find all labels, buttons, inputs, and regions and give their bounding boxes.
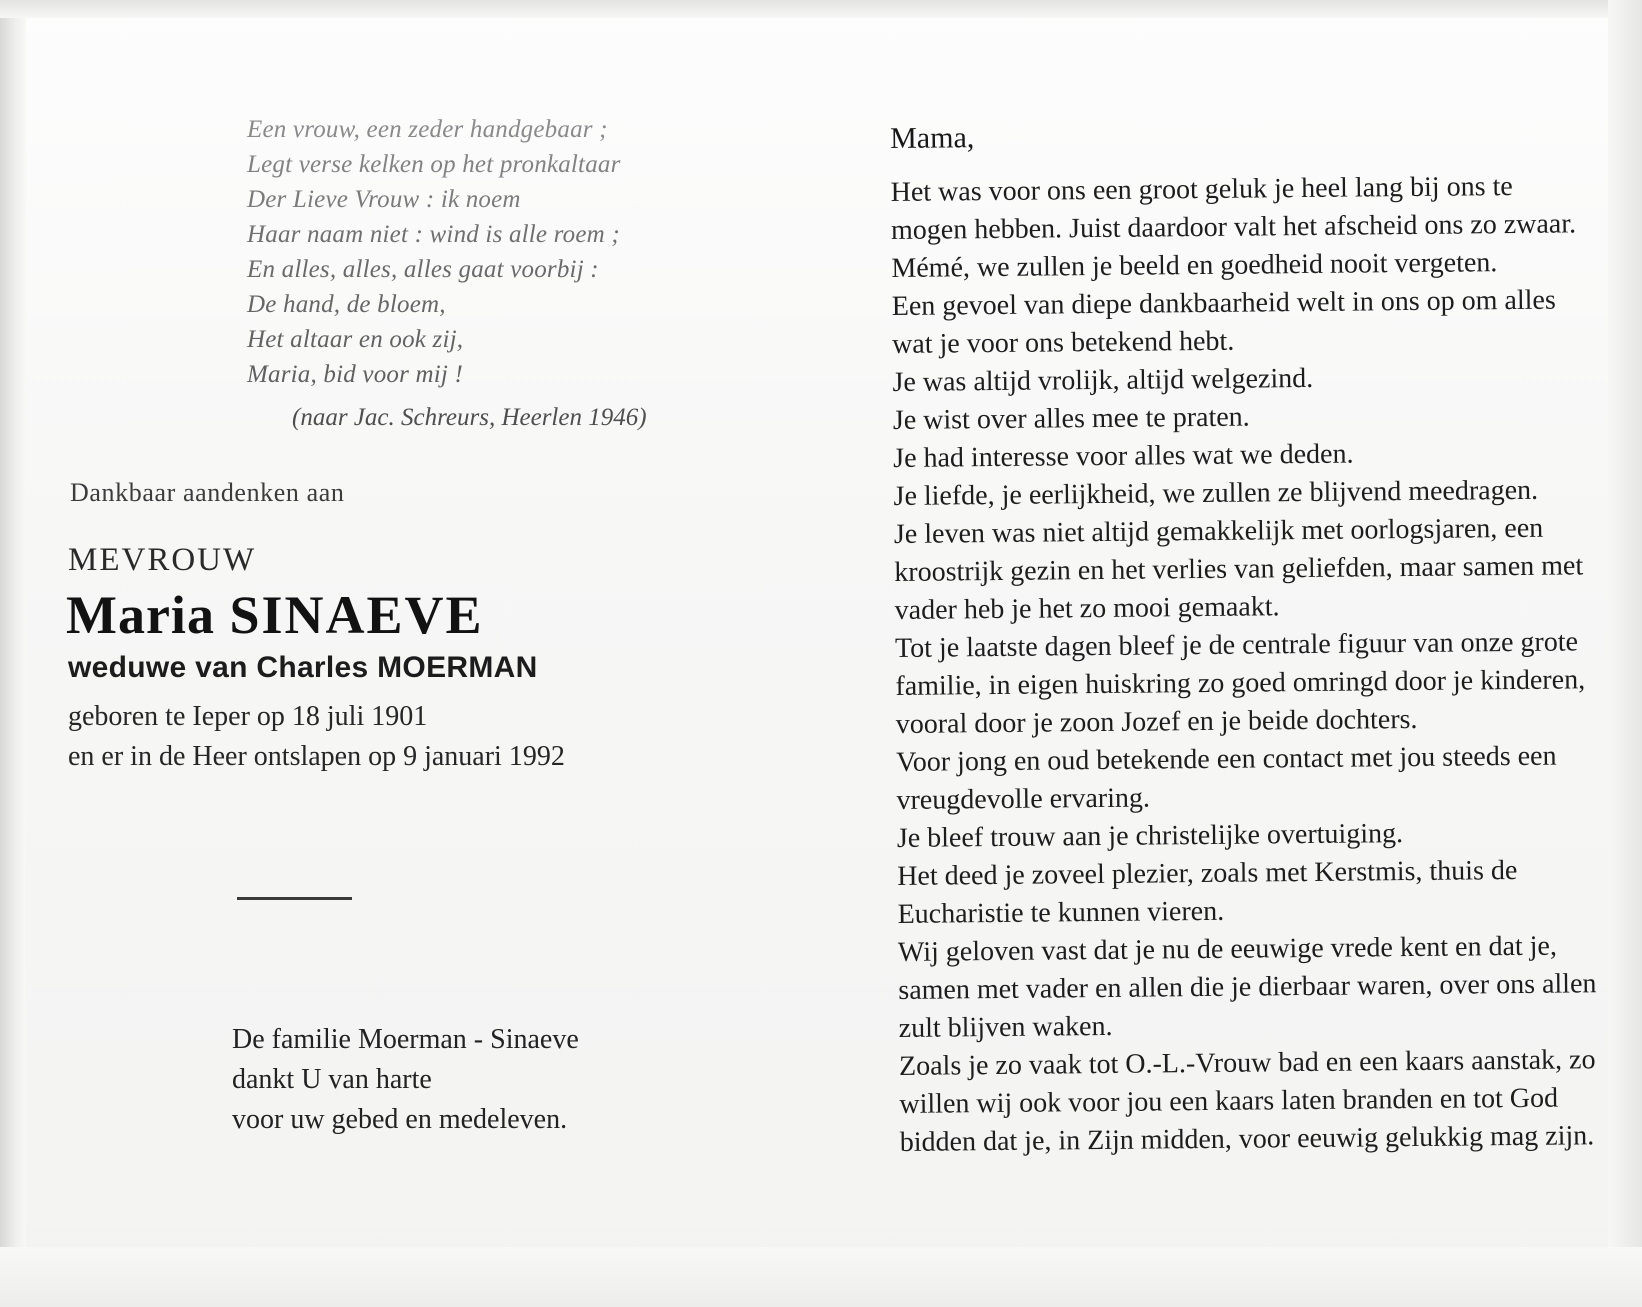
poem-line: Een vrouw, een zeder handgebaar ; <box>247 116 608 143</box>
right-column <box>890 115 1600 1162</box>
thanks-line: dankt U van harte <box>232 1064 432 1095</box>
message-paragraph: Tot je laatste dagen bleef je de centrale figuur van onze grote familie, in eigen huiskring zo goed omringd door je kinderen, vooral door je zoon Jozef en je beide dochters. <box>894 626 1586 740</box>
message-paragraph: Mémé, we zullen je beeld en goedheid nooit vergeten. <box>891 247 1498 284</box>
message-paragraph: Het deed je zoveel plezier, zoals met Kerstmis, thuis de Eucharistie te kunnen vieren. <box>897 855 1518 930</box>
section-divider <box>237 897 352 900</box>
salutation: Mama, <box>890 121 975 155</box>
poem-line: En alles, alles, alles gaat voorbij : <box>247 256 599 283</box>
message-paragraph: Je bleef trouw aan je christelijke overtuiging. <box>896 818 1404 854</box>
poem-line: Legt verse kelken op het pronkaltaar <box>247 151 621 178</box>
poem-line: De hand, de bloem, <box>247 291 446 318</box>
dedication-text: Dankbaar aandenken aan <box>70 478 345 507</box>
thanks-line: De familie Moerman - Sinaeve <box>232 1024 579 1055</box>
left-column <box>62 112 802 1140</box>
death-line: en er in de Heer ontslapen op 9 januari 1992 <box>68 741 565 772</box>
message-paragraph: Een gevoel van diepe dankbaarheid welt in ons op om alles wat je voor ons betekend hebt. <box>891 284 1556 360</box>
spouse-line: weduwe van Charles MOERMAN <box>68 651 538 684</box>
message-paragraph: Je wist over alles mee te praten. <box>892 401 1250 436</box>
message-paragraph: Je leven was niet altijd gemakkelijk met oorlogsjaren, een kroostrijk gezin en het verlies van geliefden, maar samen met vader heb je het zo mooi gemaakt. <box>893 512 1584 626</box>
poem-line: Der Lieve Vrouw : ik noem <box>247 186 521 213</box>
poem-line: Het altaar en ook zij, <box>247 326 464 353</box>
honorific-title: MEVROUW <box>68 542 257 578</box>
poem-source: (naar Jac. Schreurs, Heerlen 1946) <box>292 404 647 431</box>
message-paragraph: Het was voor ons een groot geluk je heel lang bij ons te mogen hebben. Juist daardoor valt het afscheid ons zo zwaar. <box>890 171 1577 246</box>
thanks-line: voor uw gebed en medeleven. <box>232 1104 568 1135</box>
message-paragraph: Voor jong en oud betekende een contact met jou steeds een vreugdevolle ervaring. <box>895 740 1557 816</box>
message-paragraph: Je had interesse voor alles wat we deden. <box>893 438 1354 474</box>
deceased-last-name: SINAEVE <box>229 585 484 645</box>
message-paragraph: Je liefde, je eerlijkheid, we zullen ze blijvend meedragen. <box>893 474 1539 512</box>
memorial-message <box>890 167 1599 1162</box>
birth-line: geboren te Ieper op 18 juli 1901 <box>68 701 428 732</box>
deceased-first-name: Maria <box>66 585 215 645</box>
message-paragraph: Zoals je zo vaak tot O.-L.-Vrouw bad en een kaars aanstak, zo willen wij ook voor jou een kaars laten branden en tot God bidden dat je, in Zijn midden, voor eeuwig gelukkig mag zijn. <box>898 1044 1596 1158</box>
message-paragraph: Wij geloven vast dat je nu de eeuwige vrede kent en dat je, samen met vader en allen die je dierbaar waren, over ons allen zult blijven waken. <box>897 930 1597 1044</box>
deceased-name <box>66 585 802 645</box>
poem-line: Haar naam niet : wind is alle roem ; <box>247 221 620 248</box>
poem-line: Maria, bid voor mij ! <box>247 361 463 388</box>
message-paragraph: Je was altijd vrolijk, altijd welgezind. <box>892 362 1314 398</box>
thanks-block <box>232 1020 802 1140</box>
poem-block <box>247 112 802 392</box>
